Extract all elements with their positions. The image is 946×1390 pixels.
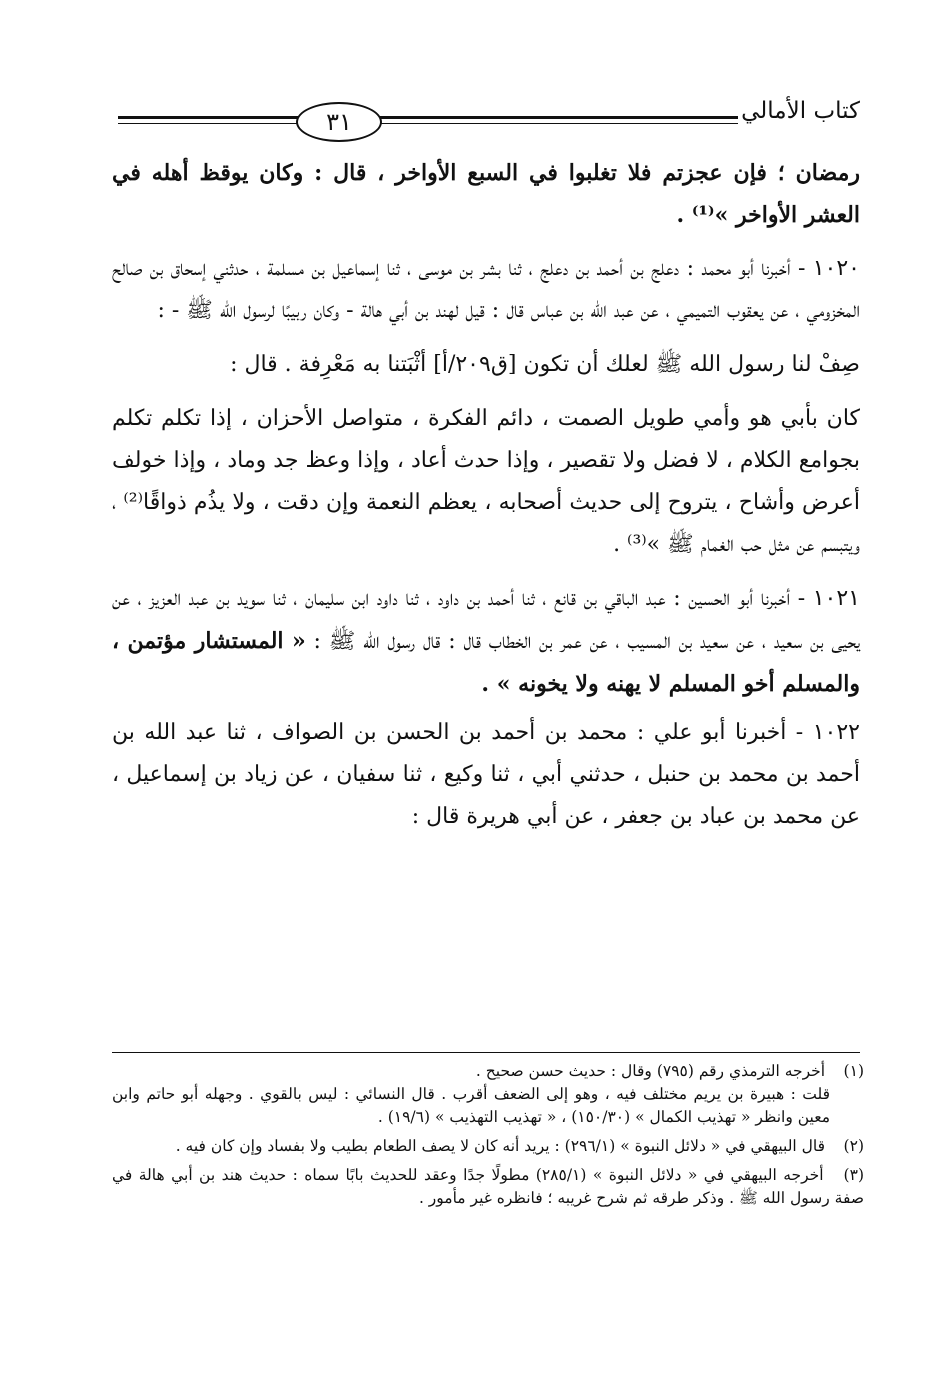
footnote-text: أخرجه البيهقي في « دلائل النبوة » (٢٨٥/١) مطولًا جدًا وعقد للحديث بابًا سماه : حديث هند بن أبي هالة في صفة رسول الله ﷺ . وذكر طرقه ثم شرح غريبه ؛ فانظره غير مأمور . <box>112 1166 864 1207</box>
paragraph <box>112 578 860 706</box>
paragraph: ١٠٢٠ - أخبرنا أبو محمد : دعلج بن أحمد بن دعلج ، ثنا بشر بن موسى ، ثنا إسماعيل بن مسلمة ، حدثني إسحاق بن صالح المخزومي ، عن يعقوب التميمي ، عن عبد الله بن عباس قال : قيل لهند بن أبي هالة - وكان ربيبًا لرسول الله ﷺ - : <box>112 256 860 323</box>
paragraph: رمضان ؛ فإن عجزتم فلا تغلبوا في السبع الأواخر ، قال : وكان يوقظ أهله في العشر الأواخر »⁽¹⁾ . <box>112 160 860 228</box>
paragraph: ١٠٢٢ - أخبرنا أبو علي : محمد بن أحمد بن الحسن بن الصواف ، ثنا عبد الله بن أحمد بن محمد بن حنبل ، حدثني أبي ، ثنا وكيع ، ثنا سفيان ، عن زياد بن إسماعيل ، عن محمد بن عباد بن جعفر ، عن أبي هريرة قال : <box>112 720 860 829</box>
footnote <box>112 1060 864 1129</box>
footnote <box>112 1164 864 1210</box>
paragraph: صِفْ لنا رسول الله ﷺ لعلك أن تكون [ق٢٠٩/أ] أثْبَتنا به مَعْرِفة . قال : <box>230 352 860 377</box>
hadith-text: « المستشار مؤتمن ، والمسلم أخو المسلم لا يهنه ولا يخونه » . <box>112 628 860 697</box>
header-rule <box>378 123 738 124</box>
footnote-number: (٢) <box>843 1137 864 1155</box>
header-rule <box>118 116 298 119</box>
footnote-text: قال البيهقي في « دلائل النبوة » (٢٩٦/١) : يريد أنه كان لا يصف الطعام بطيب ولا بفساد وإن كان فيه . <box>175 1137 826 1155</box>
header-rule <box>378 116 738 119</box>
footnote <box>112 1135 864 1158</box>
page-number: ٣١ <box>296 102 382 142</box>
main-text <box>112 152 860 850</box>
footnotes <box>112 1060 864 1216</box>
footnote-number: (١) <box>843 1062 864 1080</box>
header-rule <box>118 123 298 124</box>
footnote-text: قلت : هبيرة بن يريم مختلف فيه ، وهو إلى الضعف أقرب . قال النسائي : ليس بالقوي . وجهله أبو حاتم وابن معين وانظر « تهذيب الكمال » (١٥٠/٣٠) ، « تهذيب التهذيب » (١٩/٦) . <box>112 1085 830 1126</box>
book-title: كتاب الأمالي <box>741 98 860 124</box>
footnote-number: (٣) <box>843 1166 864 1184</box>
footnote-divider <box>112 1052 860 1053</box>
page-header <box>110 94 860 144</box>
footnote-text: أخرجه الترمذي رقم (٧٩٥) وقال : حديث حسن صحيح . <box>475 1062 826 1080</box>
paragraph: كان بأبي هو وأمي طويل الصمت ، دائم الفكرة ، متواصل الأحزان ، إذا تكلم تكلم بجوامع الكلام ، لا فضل ولا تقصير ، وإذا حدث أعاد ، وإذا وعظ جد وماد ، وإذا خولف أعرض وأشاح ، يتروح إلى حديث أصحابه ، يعظم النعمة وإن دقت ، ولا يذُم ذواقًا⁽²⁾ ، ويتبسم عن مثل حب الغمام ﷺ »⁽³⁾ . <box>112 406 860 557</box>
hadith-chain: ١٠٢١ - أخبرنا أبو الحسين : عبد الباقي بن قانع ، ثنا أحمد بن داود ، ثنا داود ابن سليمان ، ثنا سويد بن عبد العزيز ، عن يحيى بن سعيد ، عن سعيد بن المسيب ، عن عمر بن الخطاب قال : قال رسول الله ﷺ : <box>112 586 860 654</box>
